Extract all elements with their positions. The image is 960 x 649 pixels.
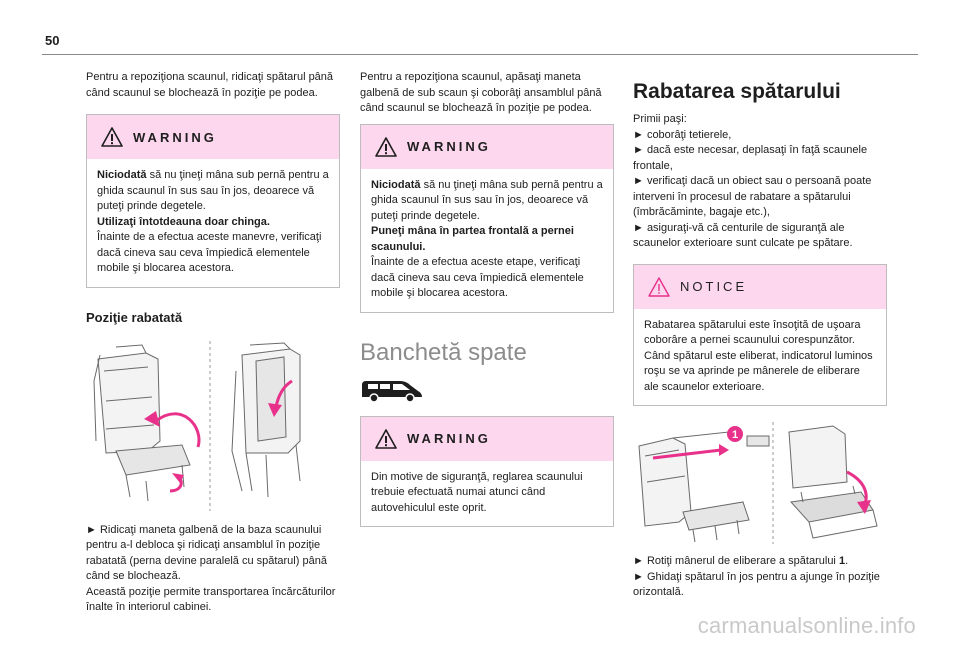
warning-label: WARNING [407, 139, 491, 154]
steps-intro: Primii paşi: [633, 113, 687, 125]
notice-body: Rabatarea spătarului este însoţită de uşoara coborâre a pernei scaunului corespunzător. Când spătarul este eliberat, indicatorul luminos roşu se va aprinde pe mânerele de eliberare ale scaunelor exterioare. [644, 318, 873, 393]
warning-label: WARNING [407, 431, 491, 446]
subtitle-folded-position: Poziţie rabatată [86, 309, 183, 325]
warning-box-2 [360, 416, 614, 528]
column-1 [86, 70, 340, 616]
after-text: ► Ridicaţi maneta galbenă de la baza scaunului pentru a-l debloca şi ridicaţi ansamblul în poziţie rabatată (perna devine paralelă cu spătarul) până când se blochează. [86, 523, 327, 582]
intro-text: Pentru a repoziţiona scaunul, ridicaţi spătarul până când scaunul se blochează în poziţie pe podea. [86, 71, 334, 99]
seat-folding-illustration [86, 341, 340, 513]
section-title-rear-bench: Banchetă spate [360, 338, 527, 366]
warning-body [361, 169, 613, 312]
van-icon [360, 377, 424, 403]
warning-icon [375, 137, 397, 157]
warning-bold-2: Puneţi mâna în partea frontală a pernei scaunului. [371, 225, 574, 253]
page-number: 50 [45, 33, 60, 48]
warning-body: Din motive de siguranţă, reglarea scaunului trebuie efectuată numai atunci când autovehiculul este oprit. [371, 470, 583, 514]
column-2 [360, 70, 614, 527]
notice-box [633, 264, 887, 407]
warning-bold-1: Niciodată [371, 178, 421, 191]
warning-bold-2: Utilizaţi întotdeauna doar chinga. [97, 215, 270, 228]
warning-bold-1: Niciodată [97, 169, 147, 181]
warning-icon [101, 127, 123, 147]
notice-icon [648, 277, 670, 297]
after-step-2: ► Ghidaţi spătarul în jos pentru a ajunge în poziţie orizontală. [633, 570, 880, 598]
header-rule [42, 54, 918, 55]
warning-text-2: Înainte de a efectua aceste manevre, verificaţi dacă cineva sau ceva împiedică elementele mobile şi blocarea acestora. [97, 231, 322, 274]
step-item: ► asiguraţi-vă că centurile de siguranţă ale scaunelor exterioare sunt culcate pe spătare. [633, 221, 853, 249]
warning-text-2: Înainte de a efectua aceste etape, verificaţi dacă cineva sau ceva împiedică elementele mobile şi blocarea acestora. [371, 256, 584, 299]
notice-label: NOTICE [680, 279, 748, 294]
footer-watermark: carmanualsonline.info [697, 613, 916, 638]
warning-body [87, 159, 339, 287]
warning-box [86, 114, 340, 288]
warning-label: WARNING [133, 129, 217, 145]
step-item: ► dacă este necesar, deplasaţi în faţă scaunele frontale, [633, 144, 868, 172]
warning-icon [375, 429, 397, 449]
after-text-2: Această poziţie permite transportarea încărcăturilor înalte în interiorul cabinei. [86, 585, 336, 613]
column-3 [633, 80, 887, 601]
backrest-folding-illustration [633, 422, 887, 546]
notice-header [634, 265, 886, 309]
warning-header [361, 417, 613, 461]
after-step-1-num: 1 [838, 555, 846, 567]
intro-text: Pentru a repoziţiona scaunul, apăsaţi maneta galbenă de sub scaun şi coborâţi ansamblul până când scaunul se blochează în poziţie pe podea. [360, 71, 602, 114]
after-step-1 [633, 554, 887, 570]
warning-box [360, 124, 614, 313]
section-title-fold-backrest: Rabatarea spătarului [633, 80, 841, 103]
step-item: ► verificaţi dacă un obiect sau o persoană poate interveni în procesul de rabatare a spătarului (îmbrăcăminte, bagaje etc.), [633, 175, 872, 218]
warning-header [87, 115, 339, 159]
warning-header [361, 125, 613, 169]
warning-text-1: să nu ţineţi mâna sub pernă pentru a ghida scaunul în sus sau în jos, deoarece vă puteţi prinde degetele. [97, 169, 329, 212]
warning-text-1: să nu ţineţi mâna sub pernă pentru a ghida scaunul în sus sau în jos, deoarece vă puteţi prinde degetele. [371, 178, 603, 222]
after-step-1-post: . [845, 555, 849, 567]
figure-badge-number: 1 [731, 429, 739, 441]
after-step-1-pre: ► Rotiţi mânerul de eliberare a spătarului [633, 555, 839, 567]
step-item: ► coborâţi tetierele, [633, 128, 732, 141]
